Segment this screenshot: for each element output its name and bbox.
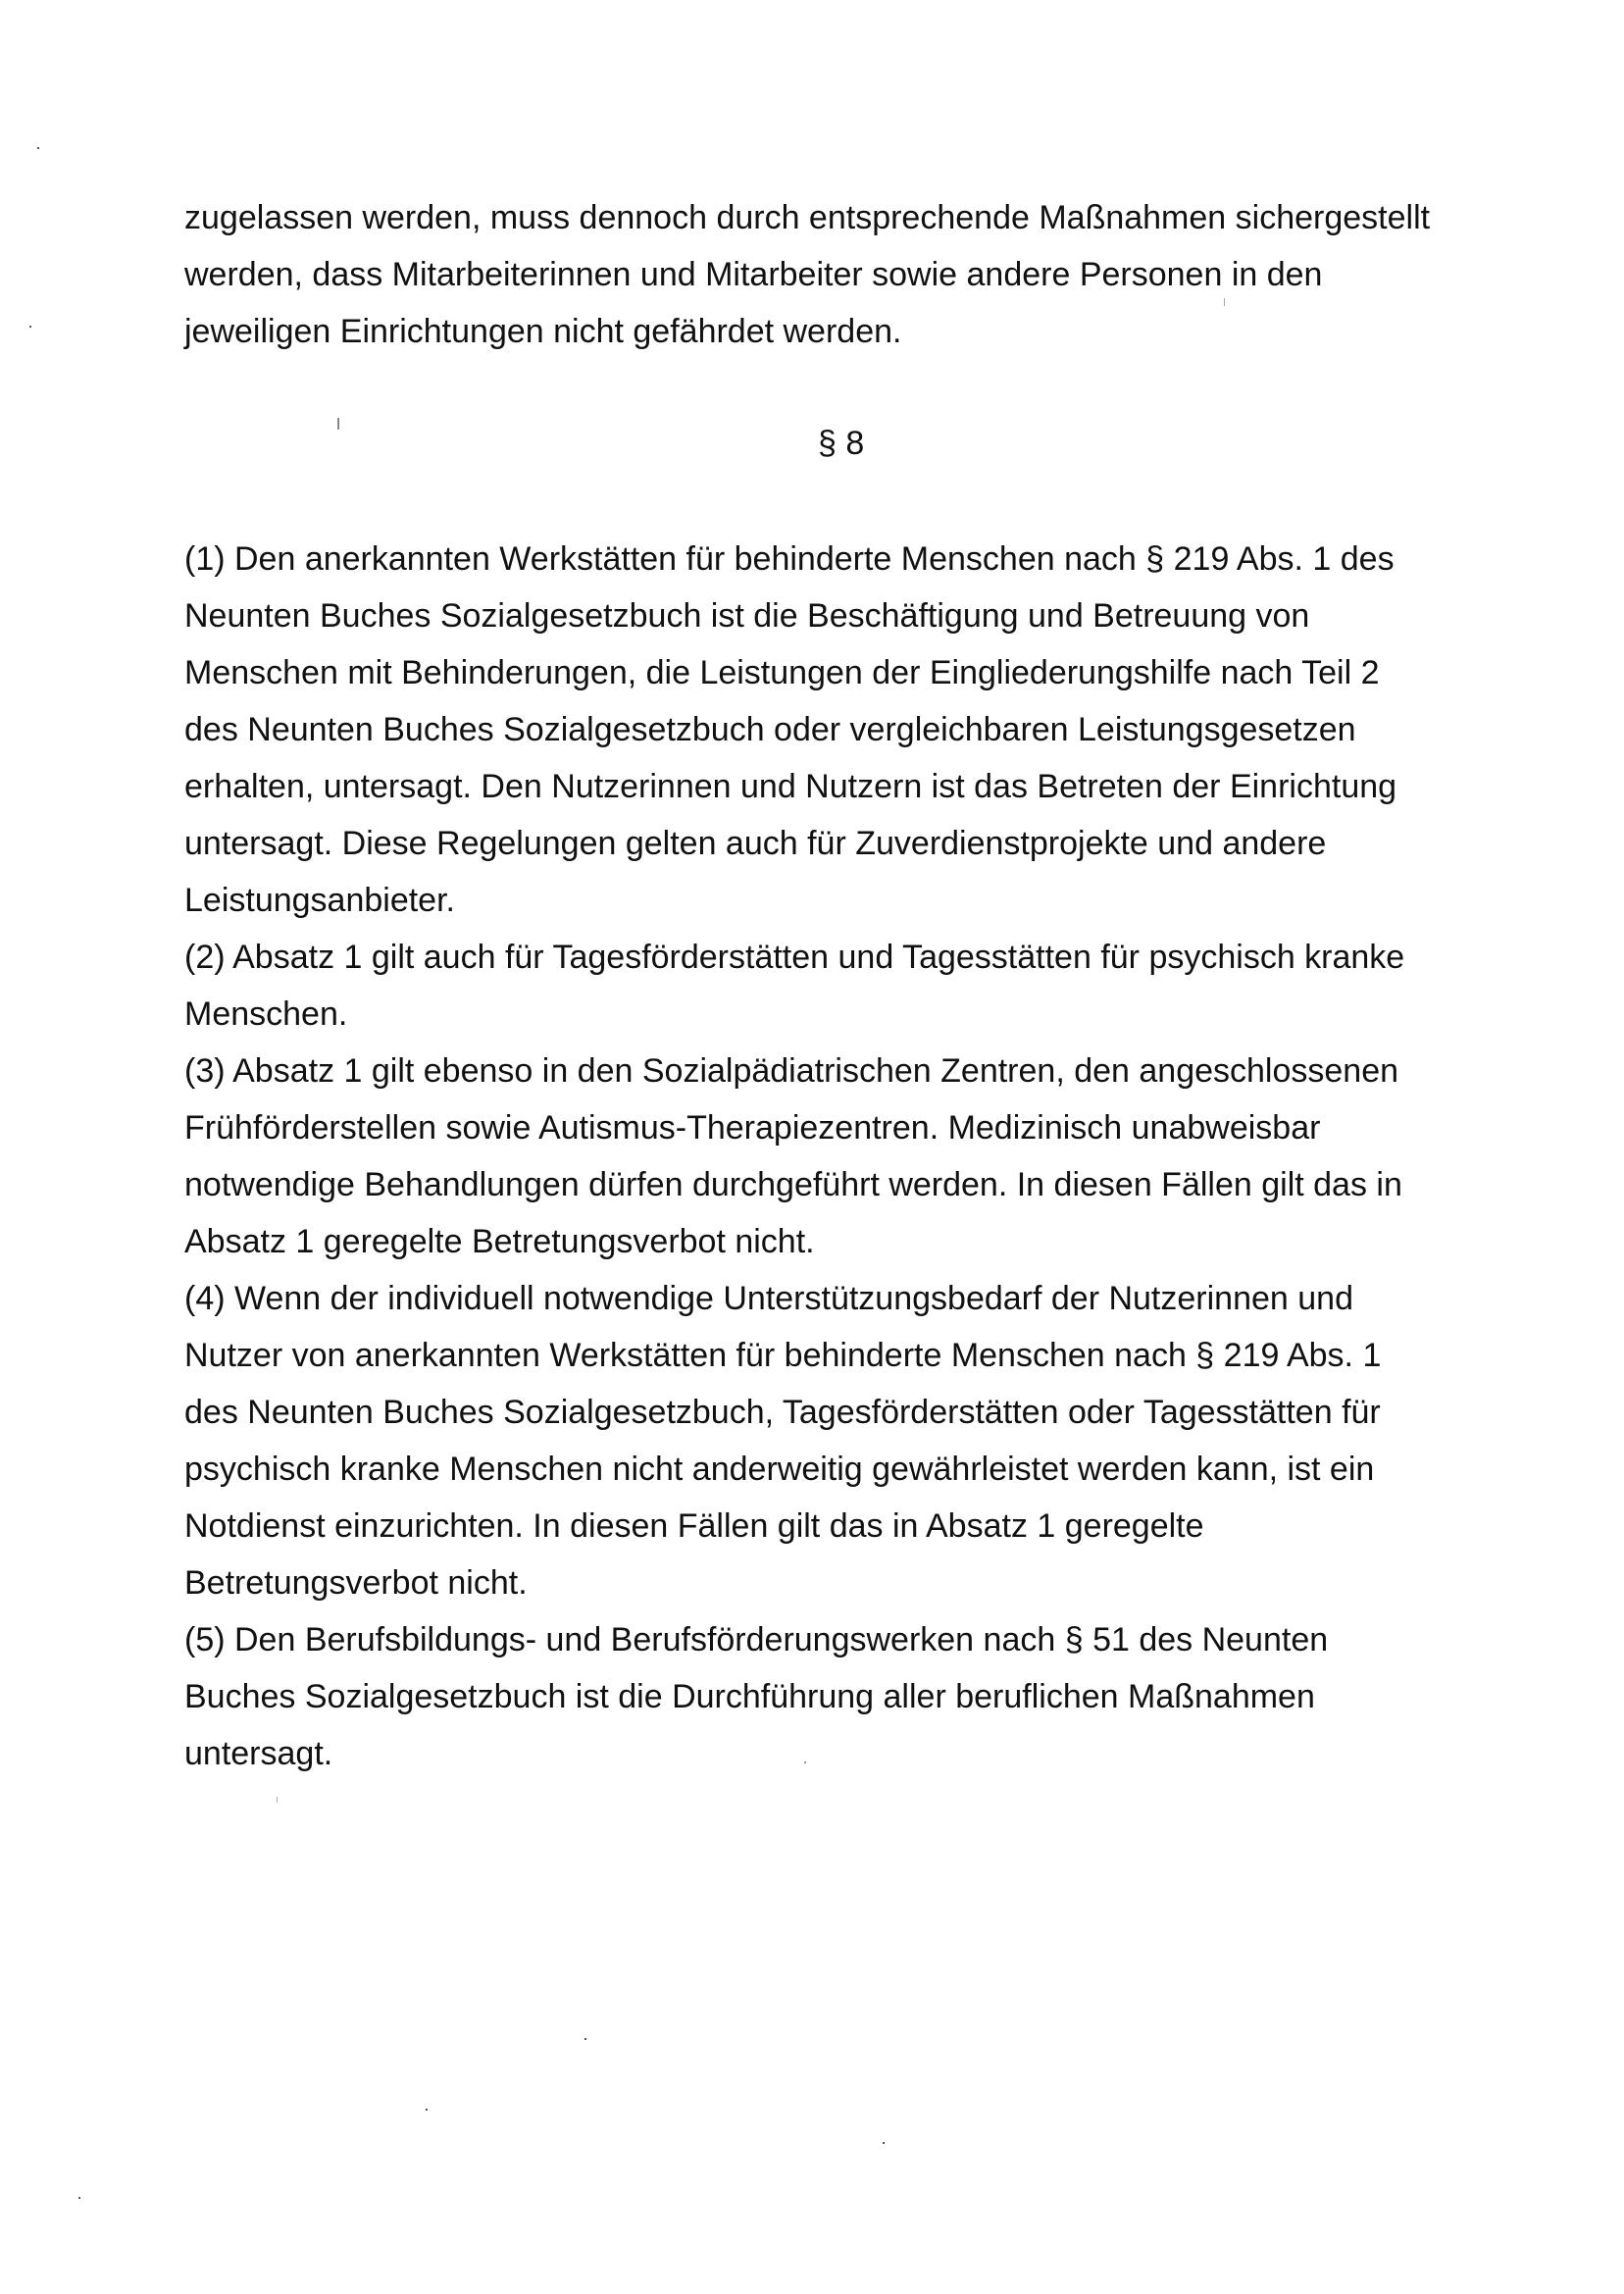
paragraph-line: notwendige Behandlungen dürfen durchgeführt werden. In diesen Fällen gilt das in: [184, 1166, 1402, 1203]
paragraph-line: untersagt. Diese Regelungen gelten auch für Zuverdienstprojekte und andere: [184, 825, 1327, 862]
scan-speck: [29, 326, 31, 328]
paragraph-line: (3) Absatz 1 gilt ebenso in den Sozialpädiatrischen Zentren, den angeschlossenen: [184, 1052, 1399, 1090]
scan-speck: [277, 1797, 278, 1803]
paragraph-line: Frühförderstellen sowie Autismus-Therapiezentren. Medizinisch unabweisbar: [184, 1109, 1321, 1147]
paragraph-line: (1) Den anerkannten Werkstätten für behinderte Menschen nach § 219 Abs. 1 des: [184, 540, 1395, 578]
intro-line-1: zugelassen werden, muss dennoch durch entsprechende Maßnahmen sichergestellt: [184, 199, 1431, 236]
paragraph-line: Neunten Buches Sozialgesetzbuch ist die Beschäftigung und Betreuung von: [184, 597, 1310, 635]
scan-speck: [78, 2197, 80, 2199]
paragraph-line: Absatz 1 geregelte Betretungsverbot nicht.: [184, 1223, 815, 1260]
intro-line-3: jeweiligen Einrichtungen nicht gefährdet werden.: [184, 313, 902, 350]
paragraph-line: Menschen mit Behinderungen, die Leistungen der Eingliederungshilfe nach Teil 2: [184, 654, 1380, 691]
paragraph-line: Notdienst einzurichten. In diesen Fällen gilt das in Absatz 1 geregelte: [184, 1507, 1204, 1545]
paragraph-line: des Neunten Buches Sozialgesetzbuch, Tagesförderstätten oder Tagesstätten für: [184, 1394, 1381, 1431]
scan-speck: [37, 147, 39, 149]
paragraph-line: Betretungsverbot nicht.: [184, 1564, 528, 1602]
scan-speck: [584, 2038, 586, 2040]
paragraph-line: Menschen.: [184, 995, 348, 1033]
paragraph-line: (5) Den Berufsbildungs- und Berufsförderungswerken nach § 51 des Neunten: [184, 1621, 1329, 1658]
scan-speck: [337, 418, 339, 430]
paragraph-line: (2) Absatz 1 gilt auch für Tagesförderstätten und Tagesstätten für psychisch kranke: [184, 939, 1405, 976]
intro-line-2: werden, dass Mitarbeiterinnen und Mitarbeiter sowie andere Personen in den: [184, 256, 1323, 293]
paragraph-line: Leistungsanbieter.: [184, 882, 455, 919]
section-heading: § 8: [818, 425, 865, 462]
paragraph-line: des Neunten Buches Sozialgesetzbuch oder vergleichbaren Leistungsgesetzen: [184, 711, 1356, 748]
paragraph-line: untersagt.: [184, 1735, 333, 1772]
paragraph-line: Nutzer von anerkannten Werkstätten für behinderte Menschen nach § 219 Abs. 1: [184, 1337, 1382, 1374]
paragraph-line: psychisch kranke Menschen nicht anderweitig gewährleistet werden kann, ist ein: [184, 1451, 1375, 1488]
scan-speck: [804, 1761, 806, 1763]
scan-speck: [1224, 298, 1225, 306]
scan-speck: [426, 2109, 428, 2111]
paragraph-line: erhalten, untersagt. Den Nutzerinnen und Nutzern ist das Betreten der Einrichtung: [184, 768, 1397, 805]
scan-speck: [883, 2142, 885, 2144]
paragraph-line: (4) Wenn der individuell notwendige Unterstützungsbedarf der Nutzerinnen und: [184, 1280, 1353, 1317]
paragraph-line: Buches Sozialgesetzbuch ist die Durchführung aller beruflichen Maßnahmen: [184, 1678, 1315, 1715]
